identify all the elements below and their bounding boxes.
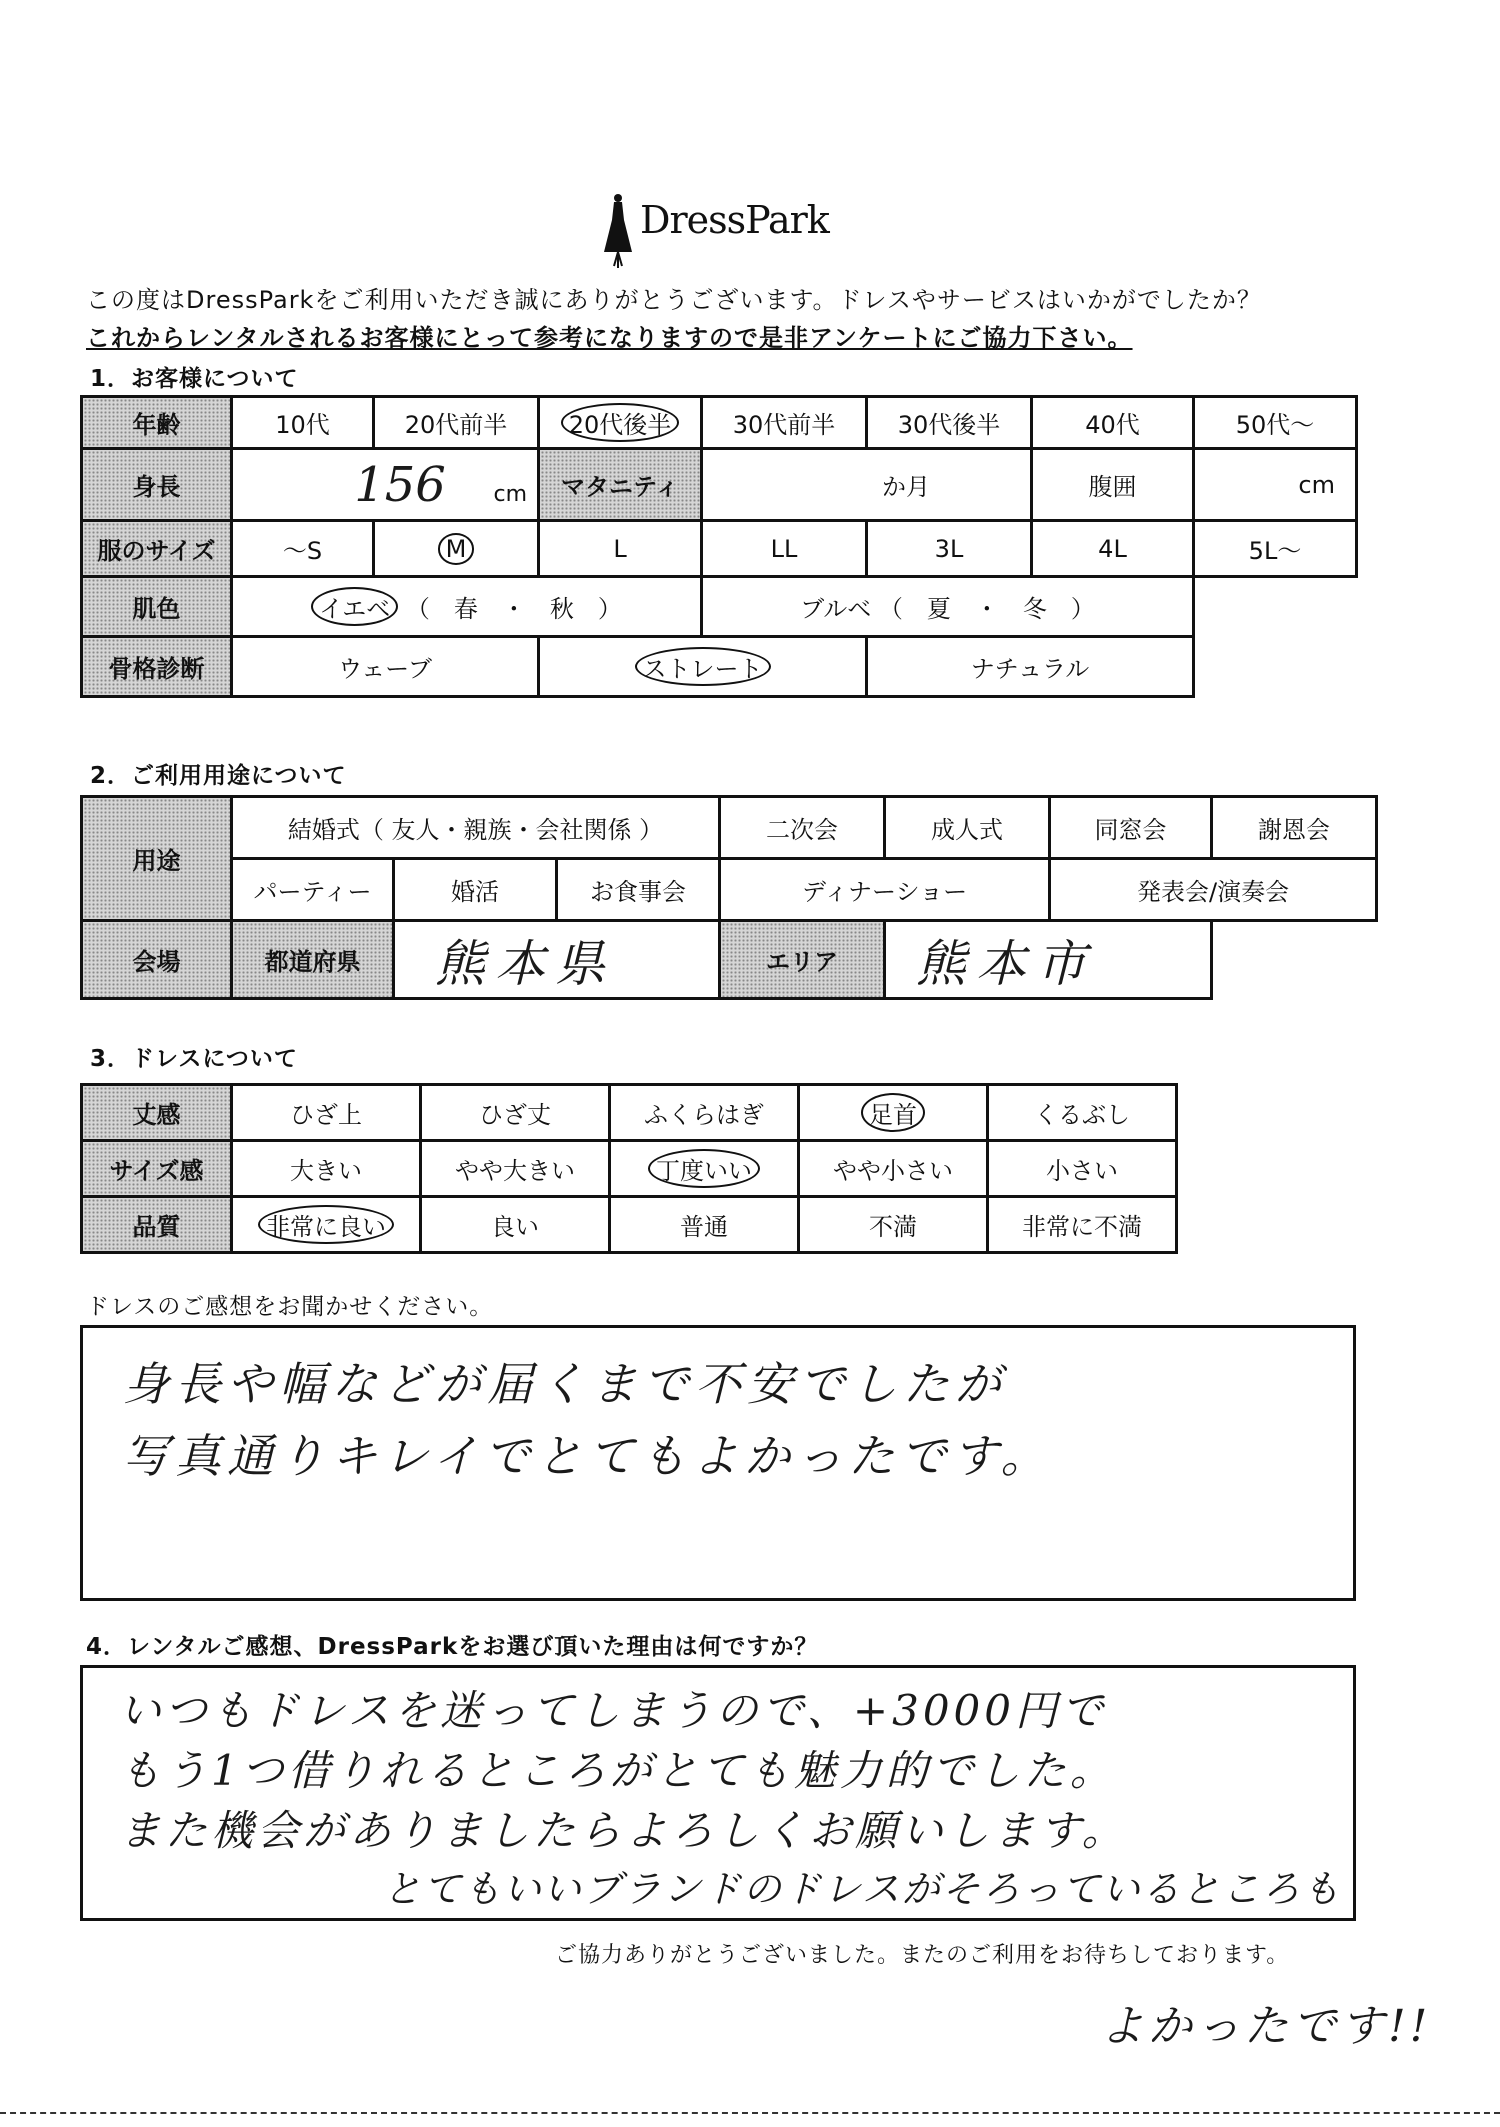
brand-name: DressPark	[640, 198, 829, 242]
size-option-selected[interactable]	[374, 521, 539, 577]
empty-cell	[1194, 637, 1357, 697]
purpose-label: 用途	[82, 797, 232, 921]
section2-title: 2．ご利用用途について	[90, 763, 347, 789]
rental-comment-line: とてもいいブランドのドレスがそろっているところも	[383, 1867, 1342, 1911]
rental-comment-line: いつもドレスを迷ってしまうので、+3000円で	[119, 1686, 1107, 1735]
height-unit: cm	[493, 481, 527, 507]
size-label: 服のサイズ	[82, 521, 232, 577]
maternity-months[interactable]: か月	[702, 449, 1032, 521]
length-option[interactable]: ふくらはぎ	[610, 1085, 799, 1141]
rental-comment-box[interactable]	[80, 1665, 1356, 1921]
purpose-option[interactable]: 婚活	[394, 859, 557, 921]
skin-selected-mark: イエベ	[311, 587, 398, 626]
prefecture-label: 都道府県	[232, 921, 394, 999]
frame-option-selected[interactable]	[539, 637, 867, 697]
dress-comment-prompt: ドレスのご感想をお聞かせください。	[86, 1294, 494, 1320]
dress-comment-box[interactable]	[80, 1325, 1356, 1601]
age-option[interactable]: 30代後半	[867, 397, 1032, 449]
purpose-option[interactable]: 謝恩会	[1212, 797, 1377, 859]
skin-blue-seasons: （ 夏 ・ 冬 ）	[878, 595, 1095, 623]
dress-comment-line: 身長や幅などが届くまで不安でしたが	[123, 1357, 1007, 1411]
frame-option[interactable]: ウェーブ	[232, 637, 539, 697]
age-option[interactable]: 40代	[1032, 397, 1194, 449]
dress-icon	[600, 190, 636, 270]
skin-yellow[interactable]	[232, 577, 702, 637]
dresspark-logo	[600, 190, 840, 270]
fit-option[interactable]: やや大きい	[421, 1141, 610, 1197]
quality-option[interactable]: 良い	[421, 1197, 610, 1253]
area-label: エリア	[720, 921, 885, 999]
section1-title: 1．お客様について	[90, 366, 299, 392]
quality-option[interactable]: 普通	[610, 1197, 799, 1253]
size-selected-mark: M	[438, 533, 475, 565]
usage-table	[80, 795, 1378, 1000]
section3-title: 3．ドレスについて	[90, 1046, 298, 1072]
area-field[interactable]	[885, 921, 1212, 999]
frame-label: 骨格診断	[82, 637, 232, 697]
quality-label: 品質	[82, 1197, 232, 1253]
skin-blue[interactable]	[702, 577, 1194, 637]
purpose-option[interactable]: 二次会	[720, 797, 885, 859]
size-option[interactable]: 5L～	[1194, 521, 1357, 577]
quality-option[interactable]: 非常に不満	[988, 1197, 1177, 1253]
waist-label: 腹囲	[1032, 449, 1194, 521]
empty-cell	[1194, 577, 1357, 637]
dress-comment-line: 写真通りキレイでとてもよかったです。	[123, 1429, 1053, 1483]
size-option[interactable]: 3L	[867, 521, 1032, 577]
thanks-message: ご協力ありがとうございました。またのご利用をお待ちしております。	[555, 1943, 1290, 1968]
rental-comment-tail: よかったです!!	[1100, 2001, 1432, 2052]
purpose-wedding-text: 結婚式（ 友人・親族・会社関係 ）	[287, 816, 664, 844]
purpose-option[interactable]: 発表会/演奏会	[1050, 859, 1377, 921]
rental-comment-line: また機会がありましたらよろしくお願いします。	[119, 1806, 1128, 1855]
height-value: 156	[354, 456, 446, 513]
waist-unit[interactable]: cm	[1194, 449, 1357, 521]
age-selected-mark: 20代後半	[561, 403, 680, 442]
length-option[interactable]: くるぶし	[988, 1085, 1177, 1141]
size-option[interactable]: 4L	[1032, 521, 1194, 577]
length-option-selected[interactable]	[799, 1085, 988, 1141]
fit-option[interactable]: 大きい	[232, 1141, 421, 1197]
age-option[interactable]: 10代	[232, 397, 374, 449]
area-value: 熊本市	[916, 934, 1097, 993]
fit-option-selected[interactable]	[610, 1141, 799, 1197]
purpose-option[interactable]: 成人式	[885, 797, 1050, 859]
age-option-selected[interactable]	[539, 397, 702, 449]
purpose-option[interactable]: 同窓会	[1050, 797, 1212, 859]
rental-comment-line: もう1つ借りれるところがとても魅力的でした。	[119, 1746, 1116, 1795]
height-field[interactable]	[232, 449, 539, 521]
purpose-option[interactable]: パーティー	[232, 859, 394, 921]
age-row	[80, 395, 1358, 698]
bottom-divider	[0, 2112, 1500, 2114]
dress-table	[80, 1083, 1178, 1254]
size-option[interactable]: ～S	[232, 521, 374, 577]
length-selected-mark: 足首	[861, 1093, 925, 1132]
size-option[interactable]: LL	[702, 521, 867, 577]
maternity-label: マタニティ	[539, 449, 702, 521]
prefecture-field[interactable]	[394, 921, 720, 999]
purpose-option[interactable]: ディナーショー	[720, 859, 1050, 921]
size-option[interactable]: L	[539, 521, 702, 577]
frame-selected-mark: ストレート	[635, 647, 771, 686]
prefecture-value: 熊本県	[435, 934, 615, 993]
fit-option[interactable]: やや小さい	[799, 1141, 988, 1197]
intro-request: これからレンタルされるお客様にとって参考になりますので是非アンケートにご協力下さい。	[86, 324, 1133, 352]
length-option[interactable]: ひざ丈	[421, 1085, 610, 1141]
quality-option-selected[interactable]	[232, 1197, 421, 1253]
intro-text: この度はDressParkをご利用いただき誠にありがとうございます。ドレスやサービスはいかがでしたか？	[86, 286, 1262, 314]
age-label: 年齢	[82, 397, 232, 449]
fit-label: サイズ感	[82, 1141, 232, 1197]
skin-label: 肌色	[82, 577, 232, 637]
age-option[interactable]: 50代～	[1194, 397, 1357, 449]
section4-title: 4．レンタルご感想、DressParkをお選び頂いた理由は何ですか？	[86, 1634, 819, 1660]
fit-option[interactable]: 小さい	[988, 1141, 1177, 1197]
venue-label: 会場	[82, 921, 232, 999]
frame-option[interactable]: ナチュラル	[867, 637, 1194, 697]
skin-yellow-seasons: （ 春 ・ 秋 ）	[405, 595, 622, 623]
fit-selected-mark: 丁度いい	[648, 1149, 760, 1188]
age-option[interactable]: 30代前半	[702, 397, 867, 449]
quality-option[interactable]: 不満	[799, 1197, 988, 1253]
length-label: 丈感	[82, 1085, 232, 1141]
height-label: 身長	[82, 449, 232, 521]
age-option[interactable]: 20代前半	[374, 397, 539, 449]
quality-selected-mark: 非常に良い	[258, 1205, 394, 1244]
length-option[interactable]: ひざ上	[232, 1085, 421, 1141]
empty-cell	[1212, 921, 1377, 999]
purpose-wedding[interactable]	[232, 797, 720, 859]
skin-blue-label: ブルベ	[800, 595, 872, 623]
purpose-option[interactable]: お食事会	[557, 859, 720, 921]
